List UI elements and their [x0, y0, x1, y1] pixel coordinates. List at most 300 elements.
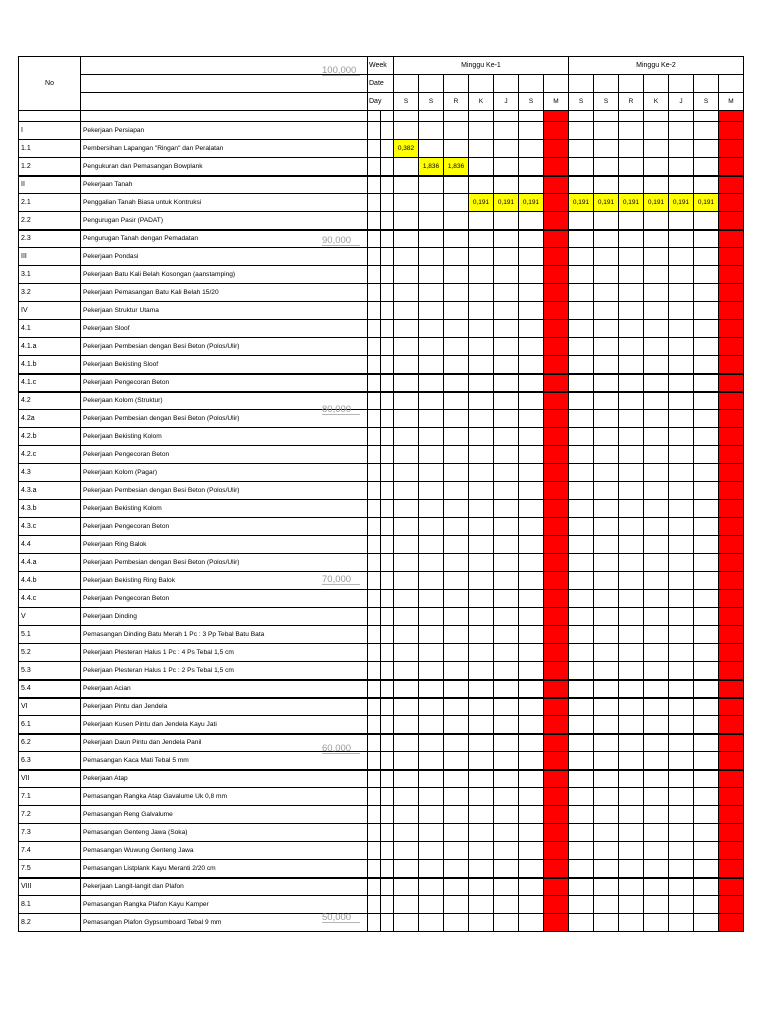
schedule-cell [669, 536, 694, 554]
table-row [19, 284, 744, 302]
weekend-cell [544, 482, 569, 500]
weekend-cell [719, 392, 744, 410]
schedule-cell [569, 338, 594, 356]
weekend-cell [719, 320, 744, 338]
schedule-cell [519, 896, 544, 914]
schedule-cell [419, 410, 444, 428]
item-description: Pekerjaan Pondasi [81, 248, 368, 266]
schedule-cell [494, 608, 519, 626]
item-number: 4.3.a [19, 482, 81, 500]
weekend-cell [544, 680, 569, 698]
progress-value: 0,191 [469, 194, 494, 212]
schedule-cell [569, 392, 594, 410]
schedule-cell [419, 626, 444, 644]
schedule-cell [394, 410, 419, 428]
table-row [19, 194, 744, 212]
schedule-cell [694, 608, 719, 626]
table-row [19, 302, 744, 320]
schedule-cell [494, 626, 519, 644]
schedule-cell [644, 374, 669, 392]
schedule-cell [694, 590, 719, 608]
schedule-cell [444, 248, 469, 266]
schedule-cell [419, 878, 444, 896]
item-description: Pembersihan Lapangan "Ringan" dan Peralatan [81, 140, 368, 158]
schedule-cell [669, 482, 694, 500]
schedule-cell [644, 896, 669, 914]
item-description: Pekerjaan Kusen Pintu dan Jendela Kayu Jati [81, 716, 368, 734]
schedule-cell [494, 446, 519, 464]
schedule-cell [644, 356, 669, 374]
schedule-cell [644, 320, 669, 338]
table-row [19, 644, 744, 662]
schedule-cell [694, 392, 719, 410]
schedule-cell [519, 176, 544, 194]
schedule-cell [494, 752, 519, 770]
item-number: 4.1.c [19, 374, 81, 392]
schedule-cell [394, 536, 419, 554]
weekend-cell [719, 158, 744, 176]
schedule-cell [569, 842, 594, 860]
schedule-cell [644, 716, 669, 734]
schedule-cell [469, 212, 494, 230]
schedule-cell [469, 302, 494, 320]
item-number: 2.2 [19, 212, 81, 230]
schedule-cell [469, 500, 494, 518]
schedule-cell [419, 446, 444, 464]
schedule-cell [494, 554, 519, 572]
schedule-cell [469, 608, 494, 626]
schedule-cell [419, 572, 444, 590]
schedule-cell [594, 374, 619, 392]
schedule-cell [394, 122, 419, 140]
item-number: 7.3 [19, 824, 81, 842]
item-description: Pekerjaan Batu Kali Belah Kosongan (aanstamping) [81, 266, 368, 284]
schedule-cell [594, 230, 619, 248]
schedule-cell [419, 842, 444, 860]
schedule-cell [694, 806, 719, 824]
item-number: 1.2 [19, 158, 81, 176]
weekend-cell [719, 824, 744, 842]
schedule-table [18, 56, 744, 932]
item-description: Pekerjaan Bekisting Kolom [81, 428, 368, 446]
table-row [19, 410, 744, 428]
schedule-cell [444, 698, 469, 716]
schedule-cell [694, 770, 719, 788]
item-number: 4.3 [19, 464, 81, 482]
schedule-cell [619, 230, 644, 248]
schedule-cell [444, 428, 469, 446]
schedule-cell [444, 266, 469, 284]
schedule-cell [444, 356, 469, 374]
schedule-cell [394, 392, 419, 410]
schedule-cell [619, 914, 644, 932]
item-number: 3.1 [19, 266, 81, 284]
schedule-cell [444, 230, 469, 248]
table-row [19, 536, 744, 554]
item-description: Pekerjaan Pengecoran Beton [81, 446, 368, 464]
table-row [19, 860, 744, 878]
axis-tick-label: 70,000 [322, 574, 352, 585]
schedule-cell [519, 230, 544, 248]
schedule-cell [494, 248, 519, 266]
schedule-cell [594, 788, 619, 806]
schedule-cell [644, 392, 669, 410]
table-row [19, 248, 744, 266]
schedule-cell [594, 572, 619, 590]
schedule-cell [644, 176, 669, 194]
schedule-cell [569, 626, 594, 644]
schedule-cell [594, 698, 619, 716]
schedule-cell [669, 572, 694, 590]
weekend-cell [719, 860, 744, 878]
schedule-cell [669, 662, 694, 680]
weekend-cell [544, 302, 569, 320]
schedule-cell [419, 590, 444, 608]
schedule-cell [669, 212, 694, 230]
schedule-cell [694, 752, 719, 770]
schedule-cell [569, 590, 594, 608]
schedule-cell [594, 842, 619, 860]
schedule-cell [644, 338, 669, 356]
schedule-cell [669, 266, 694, 284]
progress-value: 1,836 [444, 158, 469, 176]
schedule-cell [519, 644, 544, 662]
schedule-cell [444, 716, 469, 734]
item-number: VII [19, 770, 81, 788]
schedule-cell [419, 140, 444, 158]
schedule-cell [394, 374, 419, 392]
schedule-cell [419, 356, 444, 374]
weekend-cell [544, 464, 569, 482]
schedule-cell [694, 212, 719, 230]
day-header-1: S [419, 93, 444, 111]
progress-value: 0,191 [694, 194, 719, 212]
schedule-cell [394, 824, 419, 842]
schedule-cell [494, 302, 519, 320]
schedule-cell [669, 248, 694, 266]
schedule-cell [619, 896, 644, 914]
schedule-cell [519, 536, 544, 554]
weekend-cell [719, 356, 744, 374]
schedule-cell [519, 428, 544, 446]
schedule-cell [619, 248, 644, 266]
schedule-cell [494, 158, 519, 176]
weekend-cell [544, 590, 569, 608]
schedule-cell [419, 554, 444, 572]
schedule-cell [694, 878, 719, 896]
weekend-cell [544, 122, 569, 140]
schedule-cell [419, 860, 444, 878]
item-description: Pemasangan Rangka Atap Gavalume Uk 0,8 mm [81, 788, 368, 806]
schedule-cell [494, 824, 519, 842]
schedule-cell [394, 302, 419, 320]
schedule-cell [494, 428, 519, 446]
schedule-cell [594, 392, 619, 410]
schedule-cell [419, 716, 444, 734]
schedule-cell [519, 158, 544, 176]
schedule-cell [569, 500, 594, 518]
schedule-cell [594, 500, 619, 518]
schedule-cell [469, 590, 494, 608]
schedule-cell [644, 122, 669, 140]
schedule-cell [569, 302, 594, 320]
schedule-cell [469, 824, 494, 842]
schedule-cell [619, 644, 644, 662]
schedule-cell [394, 338, 419, 356]
schedule-cell [669, 734, 694, 752]
item-number: 5.2 [19, 644, 81, 662]
schedule-cell [494, 482, 519, 500]
schedule-cell [469, 374, 494, 392]
schedule-cell [494, 842, 519, 860]
schedule-cell [419, 212, 444, 230]
weekend-cell [544, 158, 569, 176]
schedule-cell [594, 644, 619, 662]
schedule-cell [569, 266, 594, 284]
schedule-cell [669, 320, 694, 338]
table-row [19, 374, 744, 392]
schedule-cell [519, 284, 544, 302]
item-description: Pengukuran dan Pemasangan Bowplank [81, 158, 368, 176]
weekend-cell [719, 662, 744, 680]
item-description: Pekerjaan Pengecoran Beton [81, 374, 368, 392]
schedule-cell [494, 806, 519, 824]
schedule-cell [419, 698, 444, 716]
schedule-cell [594, 122, 619, 140]
weekend-cell [719, 140, 744, 158]
schedule-cell [494, 644, 519, 662]
schedule-cell [519, 680, 544, 698]
weekend-cell [719, 788, 744, 806]
schedule-cell [494, 176, 519, 194]
schedule-cell [469, 464, 494, 482]
schedule-cell [469, 878, 494, 896]
weekend-cell [544, 644, 569, 662]
schedule-cell [419, 752, 444, 770]
schedule-cell [669, 158, 694, 176]
schedule-cell [569, 230, 594, 248]
schedule-cell [619, 716, 644, 734]
schedule-cell [494, 590, 519, 608]
item-description: Pekerjaan Pintu dan Jendela [81, 698, 368, 716]
schedule-cell [519, 716, 544, 734]
table-row [19, 896, 744, 914]
schedule-cell [519, 878, 544, 896]
schedule-cell [519, 698, 544, 716]
weekend-cell [544, 572, 569, 590]
schedule-cell [394, 518, 419, 536]
item-number: 7.1 [19, 788, 81, 806]
schedule-cell [494, 788, 519, 806]
axis-tick-label: 90,000 [322, 235, 352, 246]
schedule-cell [569, 482, 594, 500]
weekend-cell [719, 302, 744, 320]
day-header-4: J [494, 93, 519, 111]
schedule-cell [594, 428, 619, 446]
schedule-cell [694, 410, 719, 428]
weekend-cell [719, 176, 744, 194]
schedule-cell [669, 896, 694, 914]
table-row [19, 788, 744, 806]
schedule-cell [394, 806, 419, 824]
weekend-cell [544, 896, 569, 914]
schedule-cell [469, 860, 494, 878]
schedule-cell [594, 680, 619, 698]
schedule-cell [569, 158, 594, 176]
table-row [19, 320, 744, 338]
table-row [19, 662, 744, 680]
week-label: Week [368, 57, 394, 75]
table-row [19, 518, 744, 536]
schedule-cell [594, 608, 619, 626]
schedule-cell [694, 482, 719, 500]
schedule-cell [619, 482, 644, 500]
day-label: Day [368, 93, 394, 111]
schedule-cell [444, 572, 469, 590]
schedule-cell [644, 230, 669, 248]
schedule-cell [444, 302, 469, 320]
schedule-cell [394, 446, 419, 464]
table-row [19, 482, 744, 500]
schedule-cell [594, 158, 619, 176]
table-row [19, 554, 744, 572]
schedule-cell [394, 482, 419, 500]
item-number: 4.4.c [19, 590, 81, 608]
axis-tick-label: 100,000 [322, 65, 357, 76]
schedule-cell [494, 410, 519, 428]
schedule-cell [469, 644, 494, 662]
weekend-cell [719, 284, 744, 302]
schedule-cell [569, 896, 594, 914]
item-number: 4.2.b [19, 428, 81, 446]
weekend-cell [544, 716, 569, 734]
schedule-cell [394, 158, 419, 176]
schedule-cell [519, 410, 544, 428]
schedule-cell [494, 572, 519, 590]
schedule-cell [519, 860, 544, 878]
table-row [19, 392, 744, 410]
schedule-cell [669, 590, 694, 608]
schedule-cell [394, 572, 419, 590]
schedule-cell [469, 662, 494, 680]
schedule-cell [669, 464, 694, 482]
table-row [19, 842, 744, 860]
schedule-cell [694, 734, 719, 752]
schedule-cell [594, 878, 619, 896]
schedule-cell [394, 212, 419, 230]
schedule-cell [569, 806, 594, 824]
schedule-cell [644, 482, 669, 500]
table-row [19, 680, 744, 698]
schedule-cell [669, 428, 694, 446]
schedule-cell [469, 230, 494, 248]
item-description: Pekerjaan Persiapan [81, 122, 368, 140]
schedule-cell [669, 842, 694, 860]
table-row [19, 914, 744, 932]
item-number: 5.4 [19, 680, 81, 698]
item-description: Pekerjaan Ring Balok [81, 536, 368, 554]
schedule-cell [644, 878, 669, 896]
schedule-cell [469, 392, 494, 410]
weekend-cell [719, 374, 744, 392]
schedule-cell [594, 338, 619, 356]
schedule-cell [619, 446, 644, 464]
weekend-cell [719, 716, 744, 734]
schedule-cell [469, 914, 494, 932]
schedule-cell [394, 860, 419, 878]
schedule-cell [519, 608, 544, 626]
weekend-cell [544, 356, 569, 374]
schedule-cell [594, 212, 619, 230]
schedule-cell [619, 626, 644, 644]
schedule-cell [669, 788, 694, 806]
schedule-cell [444, 734, 469, 752]
schedule-cell [669, 392, 694, 410]
schedule-cell [444, 914, 469, 932]
schedule-cell [669, 176, 694, 194]
item-number: IV [19, 302, 81, 320]
schedule-cell [494, 284, 519, 302]
schedule-cell [619, 788, 644, 806]
schedule-cell [594, 770, 619, 788]
schedule-cell [694, 356, 719, 374]
schedule-cell [669, 860, 694, 878]
item-number: 7.4 [19, 842, 81, 860]
schedule-cell [469, 842, 494, 860]
schedule-cell [519, 752, 544, 770]
schedule-cell [619, 176, 644, 194]
schedule-cell [644, 914, 669, 932]
schedule-cell [469, 896, 494, 914]
schedule-cell [519, 374, 544, 392]
weekend-cell [719, 536, 744, 554]
schedule-cell [444, 374, 469, 392]
schedule-cell [519, 824, 544, 842]
schedule-cell [519, 248, 544, 266]
schedule-cell [469, 158, 494, 176]
schedule-cell [469, 626, 494, 644]
schedule-cell [494, 338, 519, 356]
item-number: 1.1 [19, 140, 81, 158]
weekend-cell [719, 644, 744, 662]
schedule-cell [644, 806, 669, 824]
schedule-cell [569, 572, 594, 590]
item-number: 6.1 [19, 716, 81, 734]
weekend-cell [719, 230, 744, 248]
schedule-cell [619, 410, 644, 428]
schedule-cell [569, 284, 594, 302]
schedule-cell [669, 410, 694, 428]
schedule-cell [594, 662, 619, 680]
schedule-cell [519, 662, 544, 680]
progress-value: 1,836 [419, 158, 444, 176]
schedule-cell [569, 176, 594, 194]
weekend-cell [544, 410, 569, 428]
progress-value: 0,382 [394, 140, 419, 158]
schedule-cell [419, 392, 444, 410]
schedule-cell [519, 266, 544, 284]
schedule-cell [469, 518, 494, 536]
schedule-cell [394, 878, 419, 896]
schedule-cell [394, 320, 419, 338]
schedule-cell [444, 644, 469, 662]
schedule-cell [569, 824, 594, 842]
item-number: 8.2 [19, 914, 81, 932]
schedule-cell [694, 248, 719, 266]
schedule-cell [619, 518, 644, 536]
schedule-cell [669, 518, 694, 536]
schedule-cell [419, 734, 444, 752]
